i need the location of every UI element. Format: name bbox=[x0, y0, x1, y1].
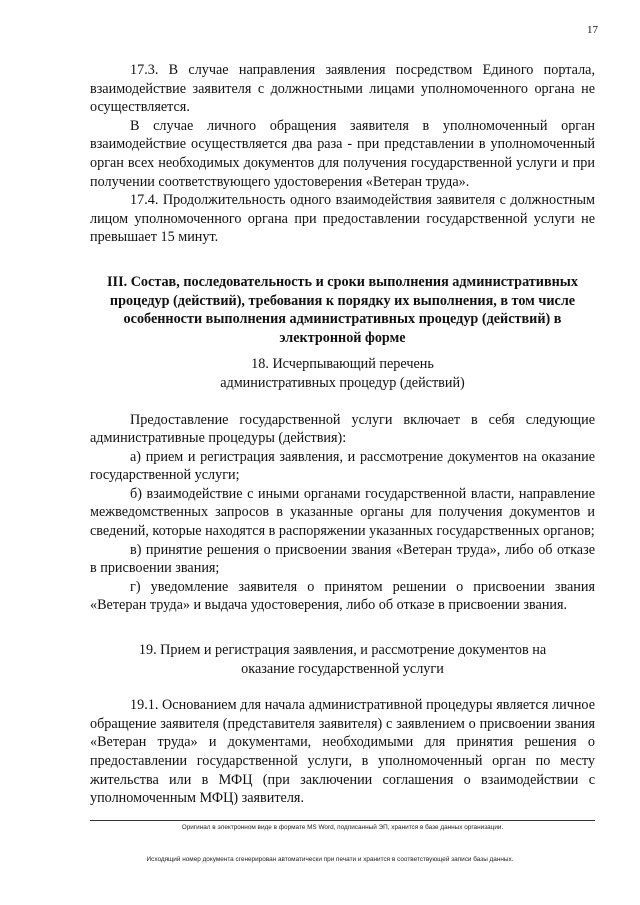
paragraph-17-4: 17.4. Продолжительность одного взаимодействия заявителя с должностным лицом уполномоченного органа при предоставлении государственной услуги не превышает 15 минут. bbox=[90, 192, 595, 246]
list-item-b: б) взаимодействие с иными органами государственной власти, направление межведомственных запросов в указанные органы для получения документов и сведений, которые находятся в распоряжении указанных государственных органов; bbox=[90, 485, 595, 540]
footer-original-note: Оригинал в электронном виде в формате MS Word, подписанный ЭП, хранится в базе данных организации. bbox=[181, 824, 504, 831]
list-item-v: в) принятие решения о присвоении звания «Ветеран труда», либо об отказе в присвоении звания; bbox=[90, 541, 595, 577]
page-number: 17 bbox=[587, 24, 598, 36]
footer-divider bbox=[90, 820, 595, 821]
footer-number-note: Исходящий номер документа сгенерирован автоматически при печати и хранится в соответствующей записи базы данных. bbox=[146, 856, 514, 863]
subheading-18-line2: административных процедур (действий) bbox=[220, 374, 465, 391]
list-item-g: г) уведомление заявителя о принятом решении о присвоении звания «Ветеран труда» и выдача удостоверения, либо об отказе в присвоении звания. bbox=[90, 578, 595, 614]
subheading-19-line1: 19. Прием и регистрация заявления, и рассмотрение документов на bbox=[138, 642, 547, 659]
document-body bbox=[90, 61, 595, 808]
paragraph-17-3: 17.3. В случае направления заявления посредством Единого портала, взаимодействие заявителя с должностными лицами уполномоченного органа не осуществляется. bbox=[90, 62, 595, 116]
paragraph-18-intro: Предоставление государственной услуги включает в себя следующие административные процедуры (действия): bbox=[90, 411, 595, 447]
paragraph-personal-visit: В случае личного обращения заявителя в уполномоченный орган взаимодействие осуществляется два раза - при представлении в уполномоченный орган всех необходимых документов для получения государственной услуги и при получении соответствующего удостоверения «Ветеран труда». bbox=[90, 117, 595, 190]
list-item-a: а) прием и регистрация заявления, и рассмотрение документов на оказание государственной услуги; bbox=[90, 448, 595, 484]
section-heading: III. Состав, последовательность и сроки выполнения административных процедур (действий), требования к порядку их выполнения, в том числе особенности выполнения административных процедур (действий) в электронной форме bbox=[107, 273, 578, 346]
subheading-18-line1: 18. Исчерпывающий перечень bbox=[251, 356, 434, 373]
paragraph-19-1: 19.1. Основанием для начала административной процедуры является личное обращение заявителя (представителя заявителя) с заявлением о присвоении звания «Ветеран труда» и документами, необходимыми для принятия решения о предоставлении государственной услуги, в уполномоченный орган по месту жительства или в МФЦ (при заключении соглашения о взаимодействии с уполномоченным МФЦ) заявителя. bbox=[90, 697, 595, 807]
subheading-19-line2: оказание государственной услуги bbox=[241, 660, 444, 677]
